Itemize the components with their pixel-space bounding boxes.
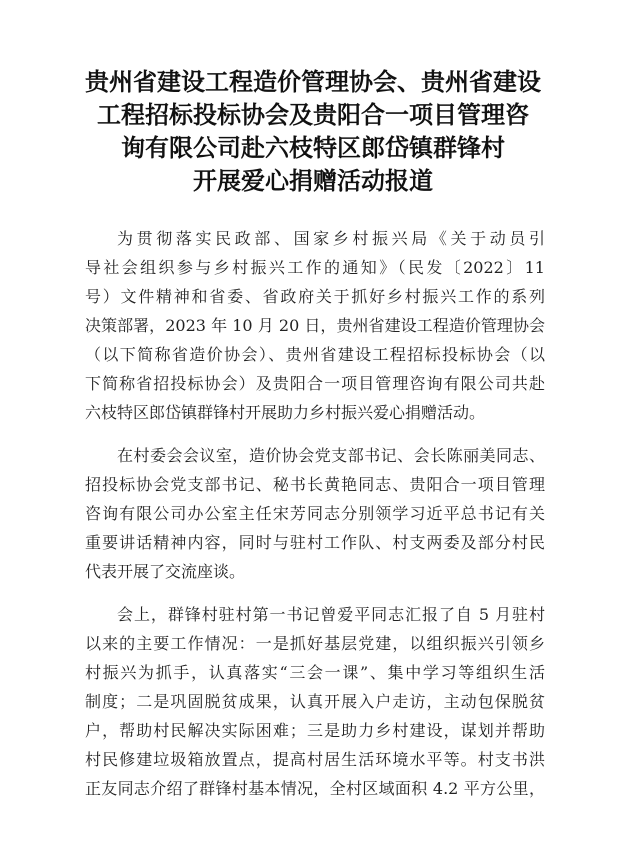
document-body bbox=[85, 224, 545, 817]
text-line: 以来的主要工作情况：一是抓好基层党建，以组织振兴引领乡 bbox=[85, 634, 545, 653]
text-line: 村振兴为抓手，认真落实“三会一课”、集中学习等组织生活 bbox=[85, 663, 545, 682]
title-line: 询有限公司赴六枝特区郎岱镇群锋村 bbox=[121, 134, 505, 162]
paragraph bbox=[85, 441, 545, 586]
text-line: 制度；二是巩固脱贫成果，认真开展入户走访，主动包保脱贫 bbox=[85, 692, 545, 711]
text-line: 下简称省招投标协会）及贵阳合一项目管理咨询有限公司共赴 bbox=[85, 374, 545, 393]
text-line: 号）文件精神和省委、省政府关于抓好乡村振兴工作的系列 bbox=[85, 287, 545, 306]
title-line: 工程招标投标协会及贵阳合一项目管理咨 bbox=[97, 101, 529, 129]
text-line: 代表开展了交流座谈。 bbox=[85, 562, 246, 581]
text-line: 村民修建垃圾箱放置点，提高村居生活环境水平等。村支书洪 bbox=[85, 750, 545, 769]
title-line: 开展爱心捐赠活动报道 bbox=[193, 167, 433, 195]
text-line: 重要讲话精神内容，同时与驻村工作队、村支两委及部分村民 bbox=[85, 533, 545, 552]
text-line: 正友同志介绍了群锋村基本情况，全村区域面积 4.2 平方公里， bbox=[85, 779, 545, 798]
text-line: 为贯彻落实民政部、国家乡村振兴局《关于动员引 bbox=[117, 229, 545, 248]
text-line: 户，帮助村民解决实际困难；三是助力乡村建设，谋划并帮助 bbox=[85, 721, 545, 740]
text-line: 导社会组织参与乡村振兴工作的通知》（民发〔2022〕11 bbox=[85, 258, 545, 277]
text-line: 招投标协会党支部书记、秘书长黄艳同志、贵阳合一项目管理 bbox=[85, 475, 545, 494]
text-line: 会上，群锋村驻村第一书记曾爱平同志汇报了自 5 月驻村 bbox=[117, 605, 545, 624]
title-line: 贵州省建设工程造价管理协会、贵州省建设 bbox=[85, 68, 541, 96]
text-line: 决策部署，2023 年 10 月 20 日，贵州省建设工程造价管理协会 bbox=[85, 316, 545, 335]
text-line: 六枝特区郎岱镇群锋村开展助力乡村振兴爱心捐赠活动。 bbox=[85, 403, 486, 422]
paragraph bbox=[85, 224, 545, 427]
paragraph bbox=[85, 600, 545, 803]
text-line: 咨询有限公司办公室主任宋芳同志分别领学习近平总书记有关 bbox=[85, 504, 545, 523]
document-title bbox=[60, 66, 566, 198]
text-line: 在村委会会议室，造价协会党支部书记、会长陈丽美同志、 bbox=[117, 446, 545, 465]
text-line: （以下简称省造价协会）、贵州省建设工程招标投标协会（以 bbox=[85, 345, 545, 364]
